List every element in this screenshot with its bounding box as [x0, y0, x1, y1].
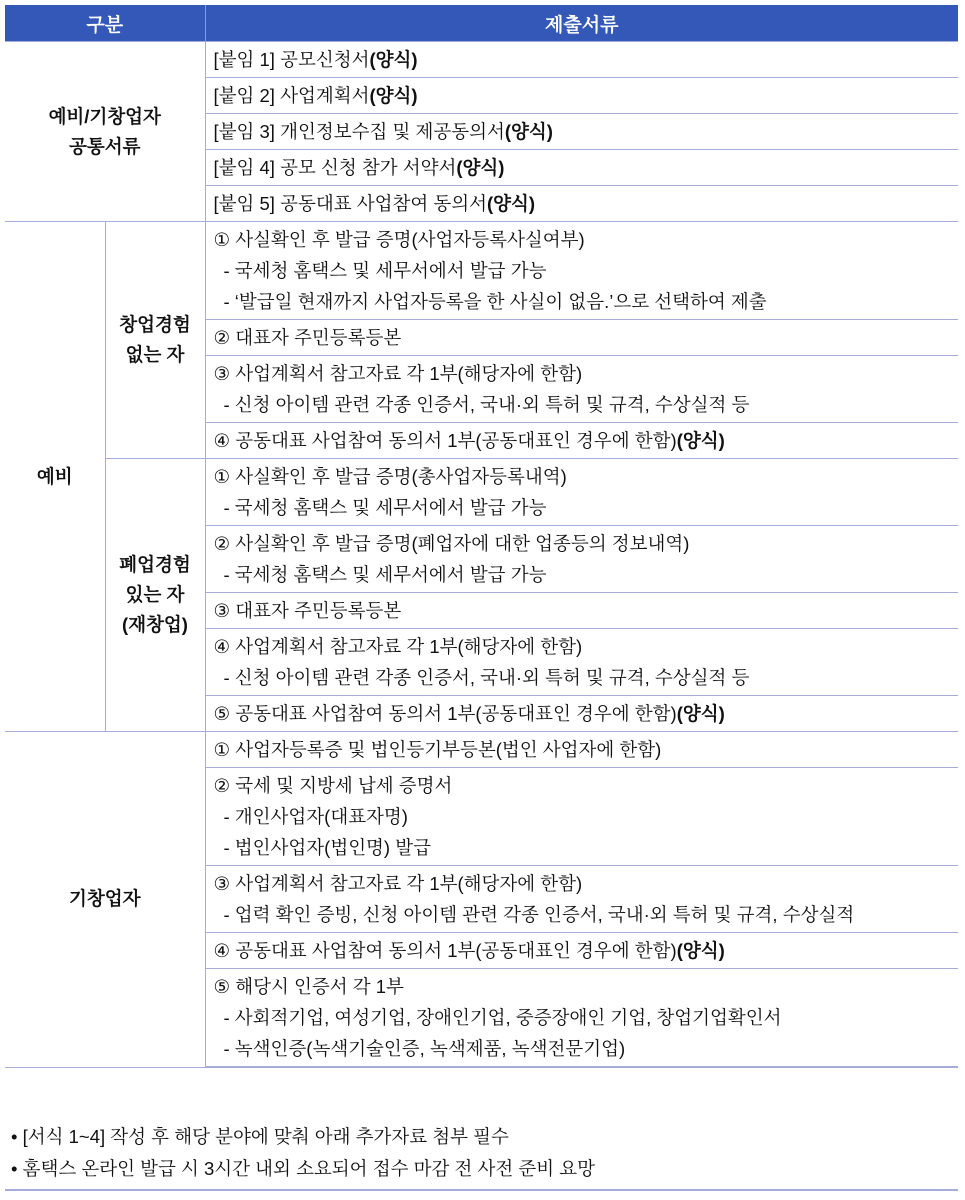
document-text: [붙임 4] 공모 신청 참가 서약서: [213, 157, 457, 178]
document-text: - 신청 아이템 관련 각종 인증서, 국내·외 특허 및 규격, 수상실적 등: [223, 667, 750, 688]
document-line: [214, 899, 959, 930]
document-line: [214, 224, 959, 255]
document-text: ③ 대표자 주민등록등본: [213, 600, 402, 621]
document-text: [붙임 2] 사업계획서: [213, 85, 370, 106]
document-cell: [205, 114, 958, 150]
document-text: - 신청 아이템 관련 각종 인증서, 국내·외 특허 및 규격, 수상실적 등: [223, 394, 750, 415]
document-line: [214, 1033, 959, 1064]
document-text: - 개인사업자(대표자명): [223, 806, 408, 827]
document-cell: [205, 320, 958, 356]
document-text: ② 사실확인 후 발급 증명(폐업자에 대한 업종등의 정보내역): [213, 533, 690, 554]
document-line: [214, 389, 959, 420]
document-text: - 사회적기업, 여성기업, 장애인기업, 중증장애인 기업, 창업기업확인서: [223, 1007, 782, 1028]
form-tag: (양식): [486, 193, 536, 214]
table-row: [5, 42, 958, 78]
document-line: [214, 255, 959, 286]
document-line: [214, 528, 959, 559]
document-line: [214, 322, 959, 353]
document-line: [214, 152, 959, 183]
document-line: [214, 116, 959, 147]
form-tag: (양식): [676, 703, 725, 724]
document-text: - 업력 확인 증빙, 신청 아이템 관련 각종 인증서, 국내·외 특허 및 규격, 수상실적: [223, 904, 855, 925]
document-text: [붙임 5] 공동대표 사업참여 동의서: [213, 193, 487, 214]
document-text: ② 대표자 주민등록등본: [213, 327, 402, 348]
document-text: - 국세청 홈택스 및 세무서에서 발급 가능: [223, 260, 547, 281]
category-label-line: 없는 자: [125, 344, 185, 365]
document-text: - 국세청 홈택스 및 세무서에서 발급 가능: [223, 564, 547, 585]
document-line: [214, 492, 959, 523]
document-line: [214, 286, 959, 317]
document-text: ③ 사업계획서 참고자료 각 1부(해당자에 한함): [213, 363, 583, 384]
document-cell: [205, 593, 958, 629]
document-cell: [205, 42, 958, 78]
category-common: [5, 42, 205, 222]
form-tag: (양식): [369, 85, 418, 106]
category-existing: 기창업자: [5, 732, 205, 1068]
document-line: [214, 801, 959, 832]
document-line: [214, 662, 959, 693]
document-line: [214, 832, 959, 863]
table-row: [5, 459, 958, 526]
document-text: [붙임 3] 개인정보수집 및 제공동의서: [213, 121, 505, 142]
header-documents: 제출서류: [205, 5, 958, 42]
document-text: ④ 공동대표 사업참여 동의서 1부(공동대표인 경우에 한함): [213, 940, 677, 961]
document-line: [214, 734, 959, 765]
document-line: [214, 698, 959, 729]
document-cell: [205, 768, 958, 866]
document-line: [214, 80, 959, 111]
category-label-line: 예비/기창업자: [48, 105, 161, 127]
table-row: [5, 222, 958, 320]
document-text: ① 사실확인 후 발급 증명(총사업자등록내역): [213, 466, 567, 487]
subcategory: [105, 459, 205, 732]
document-text: ⑤ 공동대표 사업참여 동의서 1부(공동대표인 경우에 한함): [213, 703, 677, 724]
form-tag: (양식): [456, 157, 505, 178]
document-text: - 법인사업자(법인명) 발급: [223, 837, 431, 858]
document-cell: [205, 150, 958, 186]
category-label-line: (재창업): [122, 614, 188, 635]
document-line: [214, 971, 959, 1002]
category-label-line: 창업경험: [119, 314, 191, 335]
document-cell: [205, 78, 958, 114]
document-line: [214, 44, 959, 75]
category-label-line: 공통서류: [69, 135, 141, 157]
document-text: [붙임 1] 공모신청서: [213, 49, 370, 70]
table-row: [5, 732, 958, 768]
document-text: ① 사업자등록증 및 법인등기부등본(법인 사업자에 한함): [213, 739, 662, 760]
form-tag: (양식): [369, 49, 418, 70]
note-item: • [서식 1~4] 작성 후 해당 분야에 맞춰 아래 추가자료 첨부 필수: [11, 1126, 509, 1147]
note-item: • 홈택스 온라인 발급 시 3시간 내외 소요되어 접수 마감 전 사전 준비 요망: [11, 1158, 595, 1179]
form-tag: (양식): [676, 430, 725, 451]
document-cell: [205, 222, 958, 320]
document-text: ① 사실확인 후 발급 증명(사업자등록사실여부): [213, 229, 585, 250]
document-text: - 국세청 홈택스 및 세무서에서 발급 가능: [223, 497, 547, 518]
document-text: - 녹색인증(녹색기술인증, 녹색제품, 녹색전문기업): [223, 1038, 626, 1059]
document-cell: [205, 526, 958, 593]
notes: [5, 1119, 958, 1191]
category-label-line: 폐업경험: [119, 554, 191, 575]
category-label-line: 있는 자: [125, 584, 185, 605]
document-line: [214, 559, 959, 590]
document-text: ③ 사업계획서 참고자료 각 1부(해당자에 한함): [213, 873, 583, 894]
document-line: [214, 425, 959, 456]
subcategory: [105, 222, 205, 459]
document-text: - ‘발급일 현재까지 사업자등록을 한 사실이 없음.’으로 선택하여 제출: [223, 291, 767, 312]
document-cell: [205, 186, 958, 222]
category-pre: 예비: [5, 222, 105, 732]
document-line: [214, 770, 959, 801]
documents-table: [5, 5, 958, 1068]
document-cell: [205, 459, 958, 526]
document-cell: [205, 423, 958, 459]
document-text: ② 국세 및 지방세 납세 증명서: [213, 775, 453, 796]
document-cell: [205, 866, 958, 933]
document-cell: [205, 356, 958, 423]
form-tag: (양식): [504, 121, 553, 142]
document-cell: [205, 969, 958, 1068]
document-text: ④ 사업계획서 참고자료 각 1부(해당자에 한함): [213, 636, 583, 657]
document-cell: [205, 629, 958, 696]
document-line: [214, 935, 959, 966]
form-tag: (양식): [676, 940, 725, 961]
header-category: 구분: [5, 5, 205, 42]
document-line: [214, 868, 959, 899]
document-line: [214, 595, 959, 626]
document-line: [214, 358, 959, 389]
document-line: [214, 461, 959, 492]
document-line: [214, 188, 959, 219]
document-cell: [205, 696, 958, 732]
document-line: [214, 1002, 959, 1033]
document-line: [214, 631, 959, 662]
document-text: ④ 공동대표 사업참여 동의서 1부(공동대표인 경우에 한함): [213, 430, 677, 451]
document-cell: [205, 732, 958, 768]
document-cell: [205, 933, 958, 969]
document-text: ⑤ 해당시 인증서 각 1부: [213, 976, 404, 997]
